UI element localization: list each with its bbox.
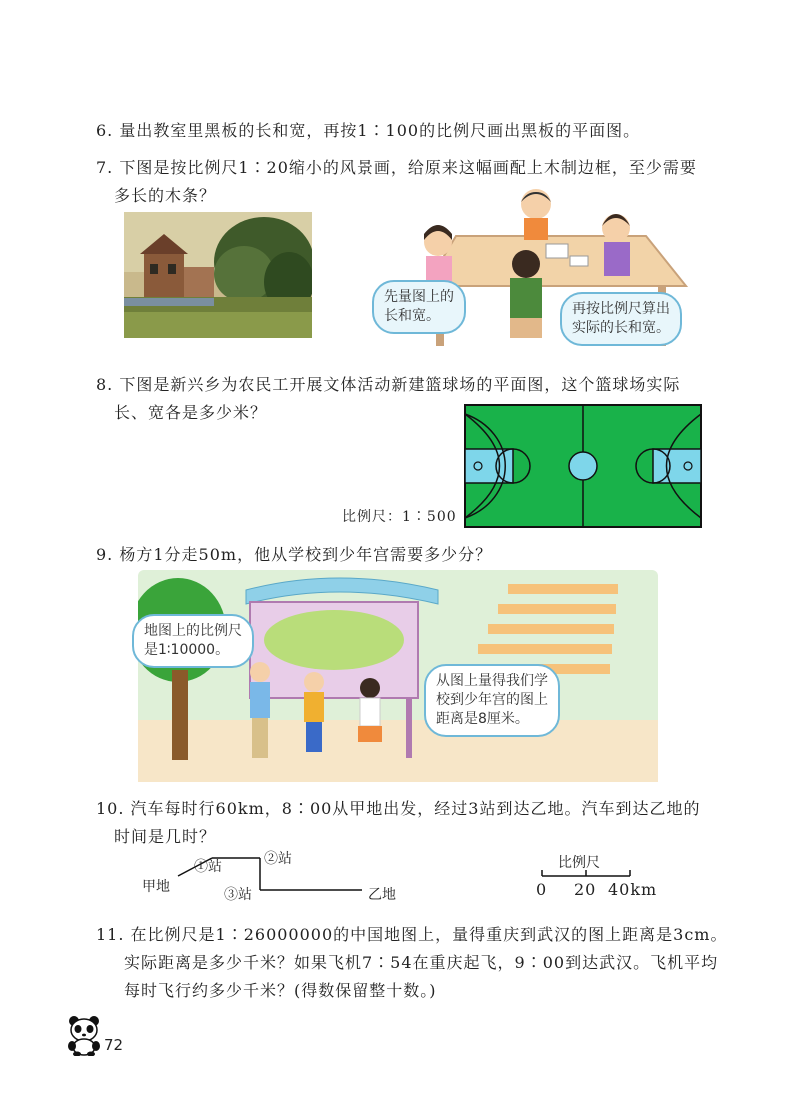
- route-station-1-label: ①站: [194, 859, 222, 875]
- scale-bar-title: 比例尺: [558, 855, 600, 871]
- page-number: 72: [104, 1036, 124, 1054]
- p9-bubble-left: [132, 614, 254, 668]
- panda-icon: [66, 1014, 102, 1056]
- route-station-2-label: ②站: [264, 851, 292, 867]
- p9-bubble-right-line-1: 从图上量得我们学: [436, 673, 548, 689]
- problem-11-line-1: 11. 在比例尺是1∶26000000的中国地图上，量得重庆到武汉的图上距离是3cm。: [96, 925, 728, 944]
- problem-7-line-1: 7. 下图是按比例尺1∶20缩小的风景画，给原来这幅画配上木制边框，至少需要: [96, 158, 697, 177]
- scale-bar-tick-1: 20: [574, 880, 597, 899]
- route-station-3-label: ③站: [224, 887, 252, 903]
- problem-10-line-2: 时间是几时？: [114, 827, 217, 846]
- route-start-label: 甲地: [142, 879, 170, 895]
- problem-8-line-1: 8. 下图是新兴乡为农民工开展文体活动新建篮球场的平面图，这个篮球场实际: [96, 375, 681, 394]
- p9-bubble-right-line-2: 校到少年宫的图上: [436, 692, 548, 708]
- problem-8-line-2: 长、宽各是多少米？: [114, 403, 268, 422]
- map-board-scene: [138, 570, 658, 782]
- landscape-painting: [124, 212, 312, 338]
- court-scale-label: 比例尺：1∶500: [342, 509, 457, 525]
- problem-10-line-1: 10. 汽车每时行60km，8∶00从甲地出发，经过3站到达乙地。汽车到达乙地的: [96, 799, 701, 818]
- problem-6-text: 6. 量出教室里黑板的长和宽，再按1∶100的比例尺画出黑板的平面图。: [96, 121, 641, 140]
- p7-bubble-left: [372, 280, 466, 334]
- p7-bubble-right-line-1: 再按比例尺算出: [572, 301, 670, 317]
- p7-bubble-left-line-1: 先量图上的: [384, 289, 454, 305]
- scale-bar-tick-2: 40km: [608, 880, 658, 899]
- p7-bubble-right-line-2: 实际的长和宽。: [572, 320, 670, 336]
- scale-bar-tick-0: 0: [536, 880, 548, 899]
- p9-bubble-left-line-1: 地图上的比例尺: [144, 623, 242, 639]
- p7-bubble-left-line-2: 长和宽。: [384, 308, 440, 324]
- route-end-label: 乙地: [368, 887, 396, 903]
- problem-9-text: 9. 杨方1分走50m，他从学校到少年宫需要多少分？: [96, 545, 493, 564]
- problem-11-line-2: 实际距离是多少千米？如果飞机7∶54在重庆起飞，9∶00到达武汉。飞机平均: [124, 953, 719, 972]
- basketball-court-plan: [464, 404, 702, 528]
- problem-11-line-3: 每时飞行约多少千米？(得数保留整十数。): [124, 981, 437, 1000]
- problem-7-line-2: 多长的木条？: [114, 186, 217, 205]
- p7-bubble-right: [560, 292, 682, 346]
- scale-bar: [530, 852, 670, 902]
- p9-bubble-left-line-2: 是1∶10000。: [144, 642, 230, 658]
- p9-bubble-right-line-3: 距离是8厘米。: [436, 711, 529, 727]
- p9-bubble-right: [424, 664, 560, 737]
- route-diagram: [138, 848, 438, 910]
